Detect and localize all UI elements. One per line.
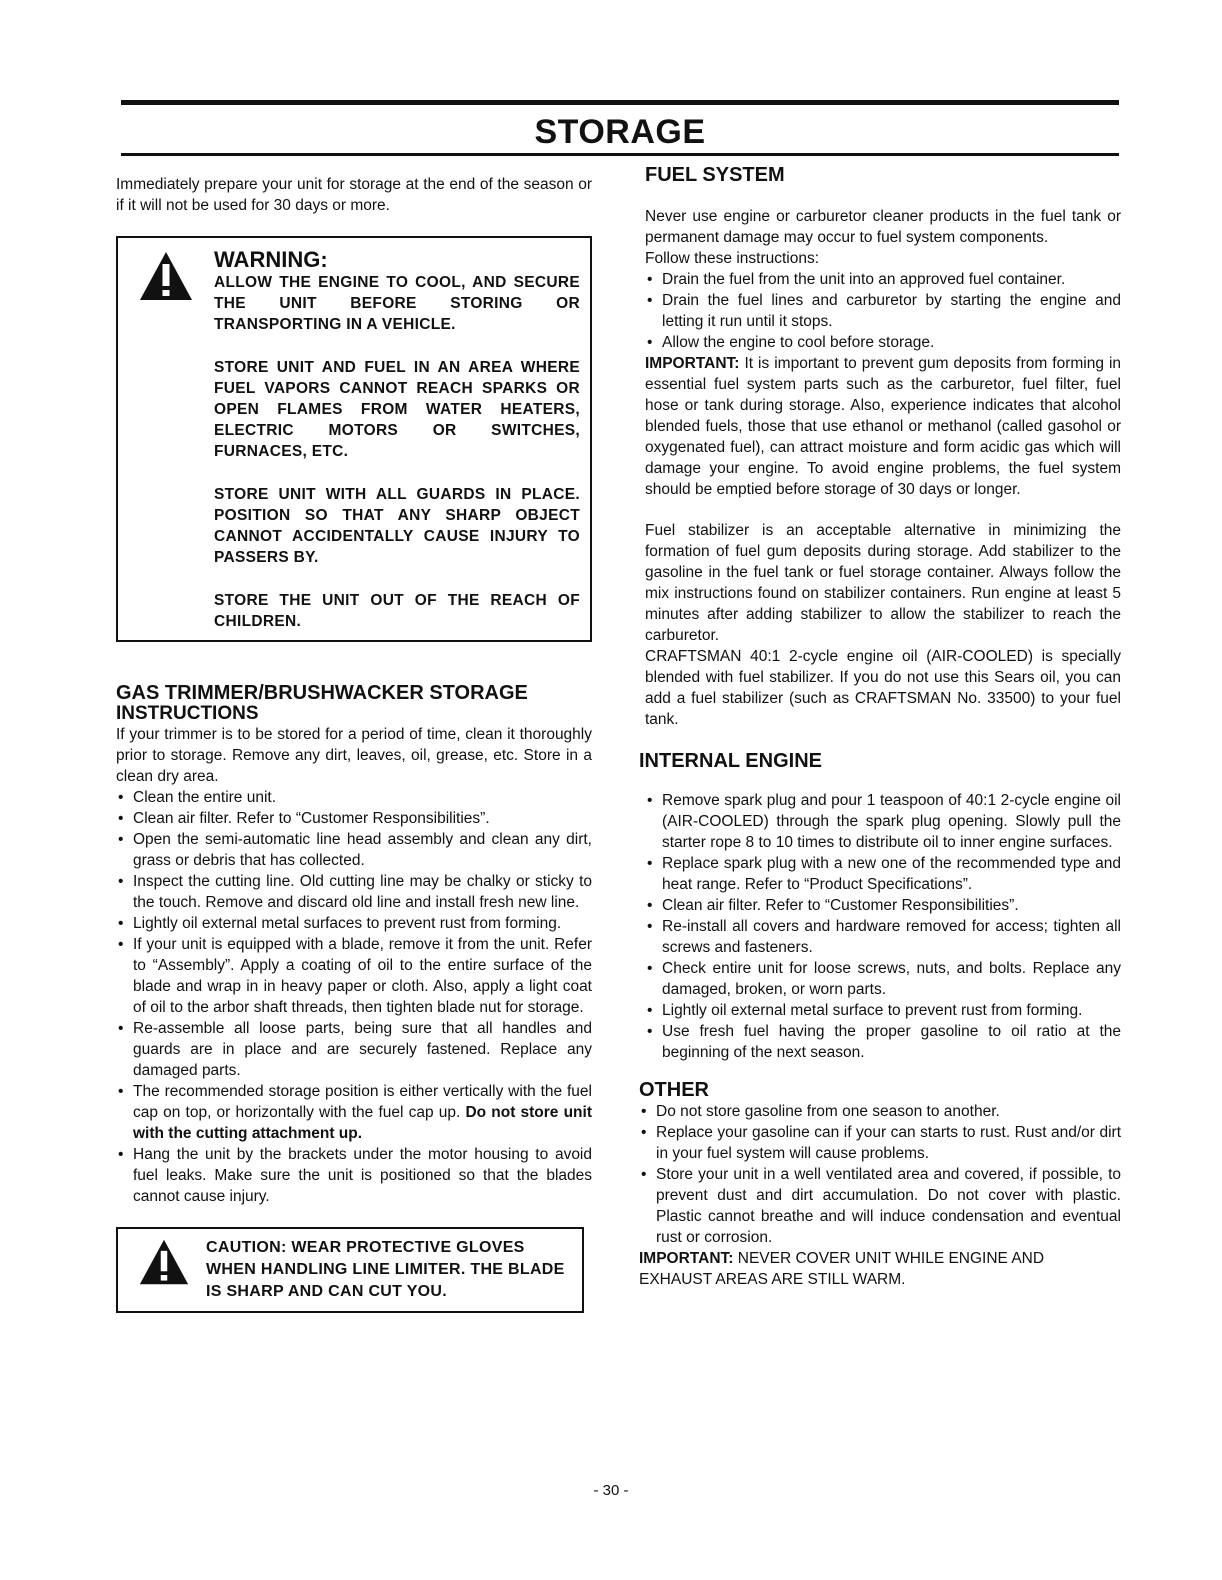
internal-engine-list	[639, 790, 1121, 1063]
important-text: NEVER COVER UNIT WHILE ENGINE AND EXHAUST AREAS ARE STILL WARM.	[639, 1250, 1045, 1288]
list-item-text: Store your unit in a well ventilated area and covered, if possible, to prevent dust and dirt accumulation. Do not cover with plastic. Plastic cannot breathe and will induce condensation and eventual rust or corrosion.	[656, 1166, 1121, 1246]
bullet-icon: •	[647, 1023, 653, 1040]
warning-title: WARNING:	[214, 247, 328, 272]
list-item	[645, 790, 1121, 853]
warning-paragraph: STORE UNIT AND FUEL IN AN AREA WHERE FUEL VAPORS CANNOT REACH SPARKS OR OPEN FLAMES FROM WATER HEATERS, ELECTRIC MOTORS OR SWITCHES, FURNACES, ETC.	[214, 359, 580, 460]
other-important-paragraph	[639, 1248, 1121, 1290]
bullet-icon: •	[641, 1124, 647, 1141]
bullet-icon: •	[118, 873, 124, 890]
page-title: STORAGE	[534, 113, 706, 151]
important-label: IMPORTANT:	[645, 355, 740, 372]
list-item	[116, 934, 592, 1018]
list-item-text: Hang the unit by the brackets under the motor housing to avoid fuel leaks. Make sure the unit is positioned so that the blades cannot cause injury.	[133, 1146, 592, 1205]
list-item	[116, 829, 592, 871]
list-item-text: Lightly oil external metal surface to prevent rust from forming.	[662, 1002, 1083, 1019]
other-heading: OTHER	[639, 1079, 709, 1101]
bullet-icon: •	[647, 1002, 653, 1019]
gas-storage-subheading: INSTRUCTIONS	[116, 703, 259, 724]
bullet-icon: •	[118, 831, 124, 848]
bullet-icon: •	[647, 292, 653, 309]
caution-text: CAUTION: WEAR PROTECTIVE GLOVES WHEN HANDLING LINE LIMITER. THE BLADE IS SHARP AND CAN CUT YOU.	[206, 1239, 565, 1300]
list-item-text: Do not store gasoline from one season to another.	[656, 1103, 1000, 1120]
list-item	[116, 1144, 592, 1207]
page-number: - 30 -	[593, 1482, 629, 1499]
list-item-text: Lightly oil external metal surfaces to prevent rust from forming.	[133, 915, 562, 932]
list-item	[639, 1164, 1121, 1248]
list-item	[645, 290, 1121, 332]
list-item-bold-text: Do not store unit with the cutting attachment up.	[133, 1104, 592, 1142]
list-item	[645, 332, 1121, 353]
fuel-system-section	[639, 206, 1121, 730]
fuel-warning-paragraph: Never use engine or carburetor cleaner products in the fuel tank or permanent damage may occur to fuel system components.	[645, 208, 1121, 246]
bullet-icon: •	[647, 960, 653, 977]
list-item	[645, 916, 1121, 958]
list-item	[645, 269, 1121, 290]
warning-box	[116, 236, 592, 642]
gas-storage-list	[116, 787, 592, 1207]
list-item-text: Replace your gasoline can if your can starts to rust. Rust and/or dirt in your fuel system will cause problems.	[656, 1124, 1121, 1162]
bullet-icon: •	[641, 1166, 647, 1183]
bullet-icon: •	[118, 1020, 124, 1037]
list-item-text: Remove spark plug and pour 1 teaspoon of 40:1 2-cycle engine oil (AIR-COOLED) through the spark plug opening. Slowly pull the starter rope 8 to 10 times to distribute oil to inner engine surfaces.	[662, 792, 1121, 851]
fuel-important-paragraph	[645, 353, 1121, 500]
list-item-text: Allow the engine to cool before storage.	[662, 334, 935, 351]
bullet-icon: •	[118, 915, 124, 932]
bullet-icon: •	[647, 855, 653, 872]
fuel-stabilizer-paragraph: Fuel stabilizer is an acceptable alternative in minimizing the formation of fuel gum deposits during storage. Add stabilizer to the gasoline in the fuel tank or fuel storage container. Always follow the mix instructions found on stabilizer containers. Run engine at least 5 minutes after adding stabilizer to allow the stabilizer to reach the carburetor.	[645, 522, 1121, 644]
bullet-icon: •	[118, 1146, 124, 1163]
list-item-text: The recommended storage position is either vertically with the fuel cap on top, or horizontally with the fuel cap up.	[133, 1083, 592, 1121]
spacer	[645, 500, 1121, 520]
list-item-text: Use fresh fuel having the proper gasoline to oil ratio at the beginning of the next season.	[662, 1023, 1121, 1061]
list-item-text: Open the semi-automatic line head assembly and clean any dirt, grass or debris that has collected.	[133, 831, 592, 869]
list-item	[639, 1122, 1121, 1164]
bullet-icon: •	[118, 810, 124, 827]
gas-storage-heading: GAS TRIMMER/BRUSHWACKER STORAGE	[116, 682, 528, 704]
list-item-text: Drain the fuel from the unit into an approved fuel container.	[662, 271, 1066, 288]
list-item	[116, 787, 592, 808]
storage-intro: Immediately prepare your unit for storage at the end of the season or if it will not be used for 30 days or more.	[116, 176, 592, 214]
list-item-text: Inspect the cutting line. Old cutting line may be chalky or sticky to the touch. Remove and discard old line and install fresh new line.	[133, 873, 592, 911]
right-column	[639, 162, 1121, 1290]
list-item	[116, 871, 592, 913]
list-item	[116, 808, 592, 829]
list-item	[645, 958, 1121, 1000]
list-item	[116, 1081, 592, 1144]
fuel-system-heading: FUEL SYSTEM	[645, 164, 785, 186]
gas-storage-intro: If your trimmer is to be stored for a period of time, clean it thoroughly prior to storage. Remove any dirt, leaves, oil, grease, etc. Store in a clean dry area.	[116, 726, 592, 785]
bullet-icon: •	[118, 1083, 124, 1100]
important-text: It is important to prevent gum deposits from forming in essential fuel system parts such as the carburetor, fuel filter, fuel hose or tank during storage. Also, experience indicates that alcohol blended fuels, those that use ethanol or methanol (called gasohol or oxygenated fuel), can attract moisture and form acidic gas which will damage your engine. To avoid engine problems, the fuel system should be emptied before storage of 30 days or longer.	[645, 355, 1122, 498]
title-underline	[121, 153, 1119, 156]
list-item	[645, 1021, 1121, 1063]
list-item-text: Drain the fuel lines and carburetor by starting the engine and letting it run until it stops.	[662, 292, 1121, 330]
caution-box	[116, 1227, 584, 1313]
bullet-icon: •	[118, 789, 124, 806]
list-item	[645, 853, 1121, 895]
warning-triangle-icon	[138, 1237, 190, 1287]
internal-engine-heading: INTERNAL ENGINE	[639, 750, 822, 772]
list-item	[116, 1018, 592, 1081]
top-rule	[121, 100, 1119, 105]
list-item-text: Clean the entire unit.	[133, 789, 277, 806]
list-item-text: Re-install all covers and hardware removed for access; tighten all screws and fasteners.	[662, 918, 1121, 956]
bullet-icon: •	[641, 1103, 647, 1120]
follow-instructions: Follow these instructions:	[645, 250, 820, 267]
warning-paragraph: ALLOW THE ENGINE TO COOL, AND SECURE THE UNIT BEFORE STORING OR TRANSPORTING IN A VEHICLE.	[214, 274, 580, 333]
left-column	[116, 170, 592, 1313]
list-item	[645, 1000, 1121, 1021]
fuel-drain-list	[645, 269, 1121, 353]
bullet-icon: •	[118, 936, 124, 953]
bullet-icon: •	[647, 792, 653, 809]
list-item-text: Check entire unit for loose screws, nuts, and bolts. Replace any damaged, broken, or worn parts.	[662, 960, 1121, 998]
list-item-text: If your unit is equipped with a blade, remove it from the unit. Refer to “Assembly”. Apply a coating of oil to the entire surface of the blade and wrap in in heavy paper or cloth. Also, apply a light coat of oil to the arbor shaft threads, then tighten blade nut for storage.	[133, 936, 592, 1016]
warning-triangle-icon	[138, 250, 194, 302]
craftsman-oil-paragraph: CRAFTSMAN 40:1 2-cycle engine oil (AIR-COOLED) is specially blended with fuel stabilizer. If you do not use this Sears oil, you can add a fuel stabilizer (such as CRAFTSMAN No. 33500) to your fuel tank.	[645, 648, 1121, 728]
other-list	[639, 1101, 1121, 1248]
bullet-icon: •	[647, 897, 653, 914]
list-item	[116, 913, 592, 934]
list-item-text: Clean air filter. Refer to “Customer Responsibilities”.	[662, 897, 1019, 914]
list-item	[639, 1101, 1121, 1122]
bullet-icon: •	[647, 271, 653, 288]
bullet-icon: •	[647, 918, 653, 935]
list-item-text: Re-assemble all loose parts, being sure that all handles and guards are in place and are securely fastened. Replace any damaged parts.	[133, 1020, 592, 1079]
important-label: IMPORTANT:	[639, 1250, 734, 1267]
warning-paragraph: STORE THE UNIT OUT OF THE REACH OF CHILDREN.	[214, 592, 580, 630]
list-item-text: Clean air filter. Refer to “Customer Responsibilities”.	[133, 810, 490, 827]
list-item-text: Replace spark plug with a new one of the recommended type and heat range. Refer to “Product Specifications”.	[662, 855, 1121, 893]
bullet-icon: •	[647, 334, 653, 351]
list-item	[645, 895, 1121, 916]
warning-paragraph: STORE UNIT WITH ALL GUARDS IN PLACE. POSITION SO THAT ANY SHARP OBJECT CANNOT ACCIDENTALLY CAUSE INJURY TO PASSERS BY.	[214, 486, 580, 566]
